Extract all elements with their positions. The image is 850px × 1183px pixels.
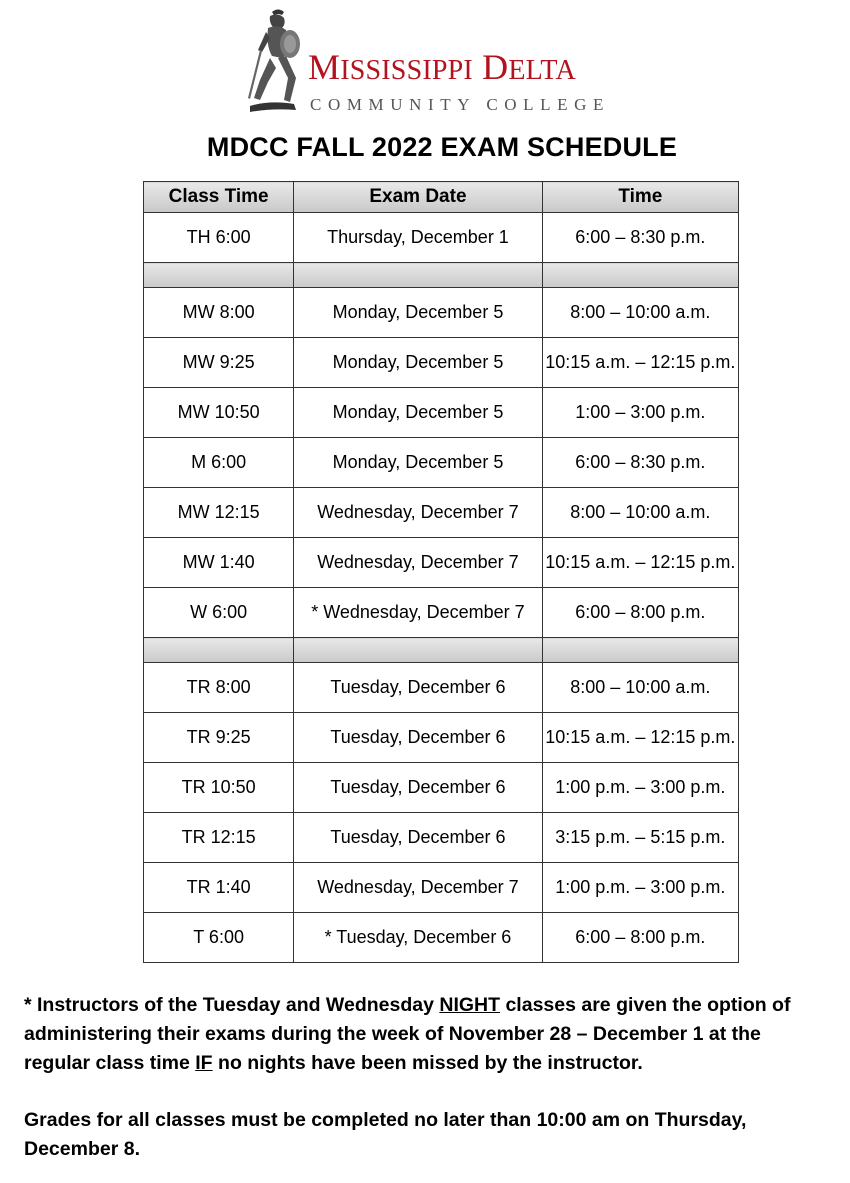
time-cell: 6:00 – 8:00 p.m. — [542, 913, 738, 963]
exam-date-cell: Thursday, December 1 — [294, 213, 542, 263]
exam-date-cell: Tuesday, December 6 — [294, 763, 542, 813]
table-row — [144, 913, 739, 963]
spacer-cell — [542, 263, 738, 288]
exam-date-cell: * Tuesday, December 6 — [294, 913, 542, 963]
exam-date-cell: Tuesday, December 6 — [294, 713, 542, 763]
table-row — [144, 338, 739, 388]
time-cell: 3:15 p.m. – 5:15 p.m. — [542, 813, 738, 863]
table-row — [144, 488, 739, 538]
class-time-cell: T 6:00 — [144, 913, 294, 963]
spacer-cell — [144, 263, 294, 288]
class-time-cell: MW 10:50 — [144, 388, 294, 438]
spacer-cell — [294, 638, 542, 663]
table-row — [144, 288, 739, 338]
time-cell: 10:15 a.m. – 12:15 p.m. — [542, 713, 738, 763]
spacer-cell — [144, 638, 294, 663]
header-class-time: Class Time — [144, 182, 294, 213]
notes — [24, 991, 832, 1164]
class-time-cell: TH 6:00 — [144, 213, 294, 263]
exam-date-cell: Monday, December 5 — [294, 438, 542, 488]
header-exam-date: Exam Date — [294, 182, 542, 213]
time-cell: 6:00 – 8:30 p.m. — [542, 438, 738, 488]
class-time-cell: TR 9:25 — [144, 713, 294, 763]
night-class-note: * Instructors of the Tuesday and Wednesday NIGHT classes are given the option of administering their exams during the week of November 28 – December 1 at the regular class time IF no nights have been missed by the instructor. — [24, 994, 791, 1074]
exam-schedule-table — [143, 181, 739, 963]
class-time-cell: W 6:00 — [144, 588, 294, 638]
class-time-cell: MW 12:15 — [144, 488, 294, 538]
spacer-cell — [542, 638, 738, 663]
time-cell: 6:00 – 8:00 p.m. — [542, 588, 738, 638]
class-time-cell: TR 10:50 — [144, 763, 294, 813]
table-row — [144, 763, 739, 813]
table-row — [144, 713, 739, 763]
table-row — [144, 863, 739, 913]
table-spacer-row — [144, 263, 739, 288]
header-time: Time — [542, 182, 738, 213]
class-time-cell: TR 8:00 — [144, 663, 294, 713]
time-cell: 1:00 p.m. – 3:00 p.m. — [542, 863, 738, 913]
exam-date-cell: Wednesday, December 7 — [294, 863, 542, 913]
spacer-cell — [294, 263, 542, 288]
time-cell: 8:00 – 10:00 a.m. — [542, 488, 738, 538]
exam-date-cell: Wednesday, December 7 — [294, 538, 542, 588]
college-logo — [246, 6, 616, 114]
table-header-row — [144, 182, 739, 213]
table-row — [144, 663, 739, 713]
class-time-cell: TR 1:40 — [144, 863, 294, 913]
time-cell: 6:00 – 8:30 p.m. — [542, 213, 738, 263]
class-time-cell: MW 9:25 — [144, 338, 294, 388]
time-cell: 8:00 – 10:00 a.m. — [542, 288, 738, 338]
exam-date-cell: Tuesday, December 6 — [294, 663, 542, 713]
class-time-cell: TR 12:15 — [144, 813, 294, 863]
table-row — [144, 438, 739, 488]
exam-date-cell: Monday, December 5 — [294, 388, 542, 438]
logo-college-name: MISSISSIPPI DELTA — [308, 47, 576, 87]
table-row — [144, 213, 739, 263]
exam-date-cell: * Wednesday, December 7 — [294, 588, 542, 638]
time-cell: 10:15 a.m. – 12:15 p.m. — [542, 338, 738, 388]
table-spacer-row — [144, 638, 739, 663]
logo-subtitle: COMMUNITY COLLEGE — [310, 95, 610, 114]
time-cell: 10:15 a.m. – 12:15 p.m. — [542, 538, 738, 588]
table-row — [144, 588, 739, 638]
page-title: MDCC FALL 2022 EXAM SCHEDULE — [206, 132, 678, 162]
class-time-cell: M 6:00 — [144, 438, 294, 488]
class-time-cell: MW 8:00 — [144, 288, 294, 338]
exam-date-cell: Wednesday, December 7 — [294, 488, 542, 538]
table-row — [144, 388, 739, 438]
time-cell: 8:00 – 10:00 a.m. — [542, 663, 738, 713]
time-cell: 1:00 p.m. – 3:00 p.m. — [542, 763, 738, 813]
time-cell: 1:00 – 3:00 p.m. — [542, 388, 738, 438]
exam-date-cell: Tuesday, December 6 — [294, 813, 542, 863]
grades-deadline-note: Grades for all classes must be completed no later than 10:00 am on Thursday, December 8. — [24, 1109, 747, 1160]
exam-date-cell: Monday, December 5 — [294, 338, 542, 388]
trojan-warrior-icon — [246, 6, 308, 114]
table-row — [144, 538, 739, 588]
exam-date-cell: Monday, December 5 — [294, 288, 542, 338]
class-time-cell: MW 1:40 — [144, 538, 294, 588]
table-row — [144, 813, 739, 863]
